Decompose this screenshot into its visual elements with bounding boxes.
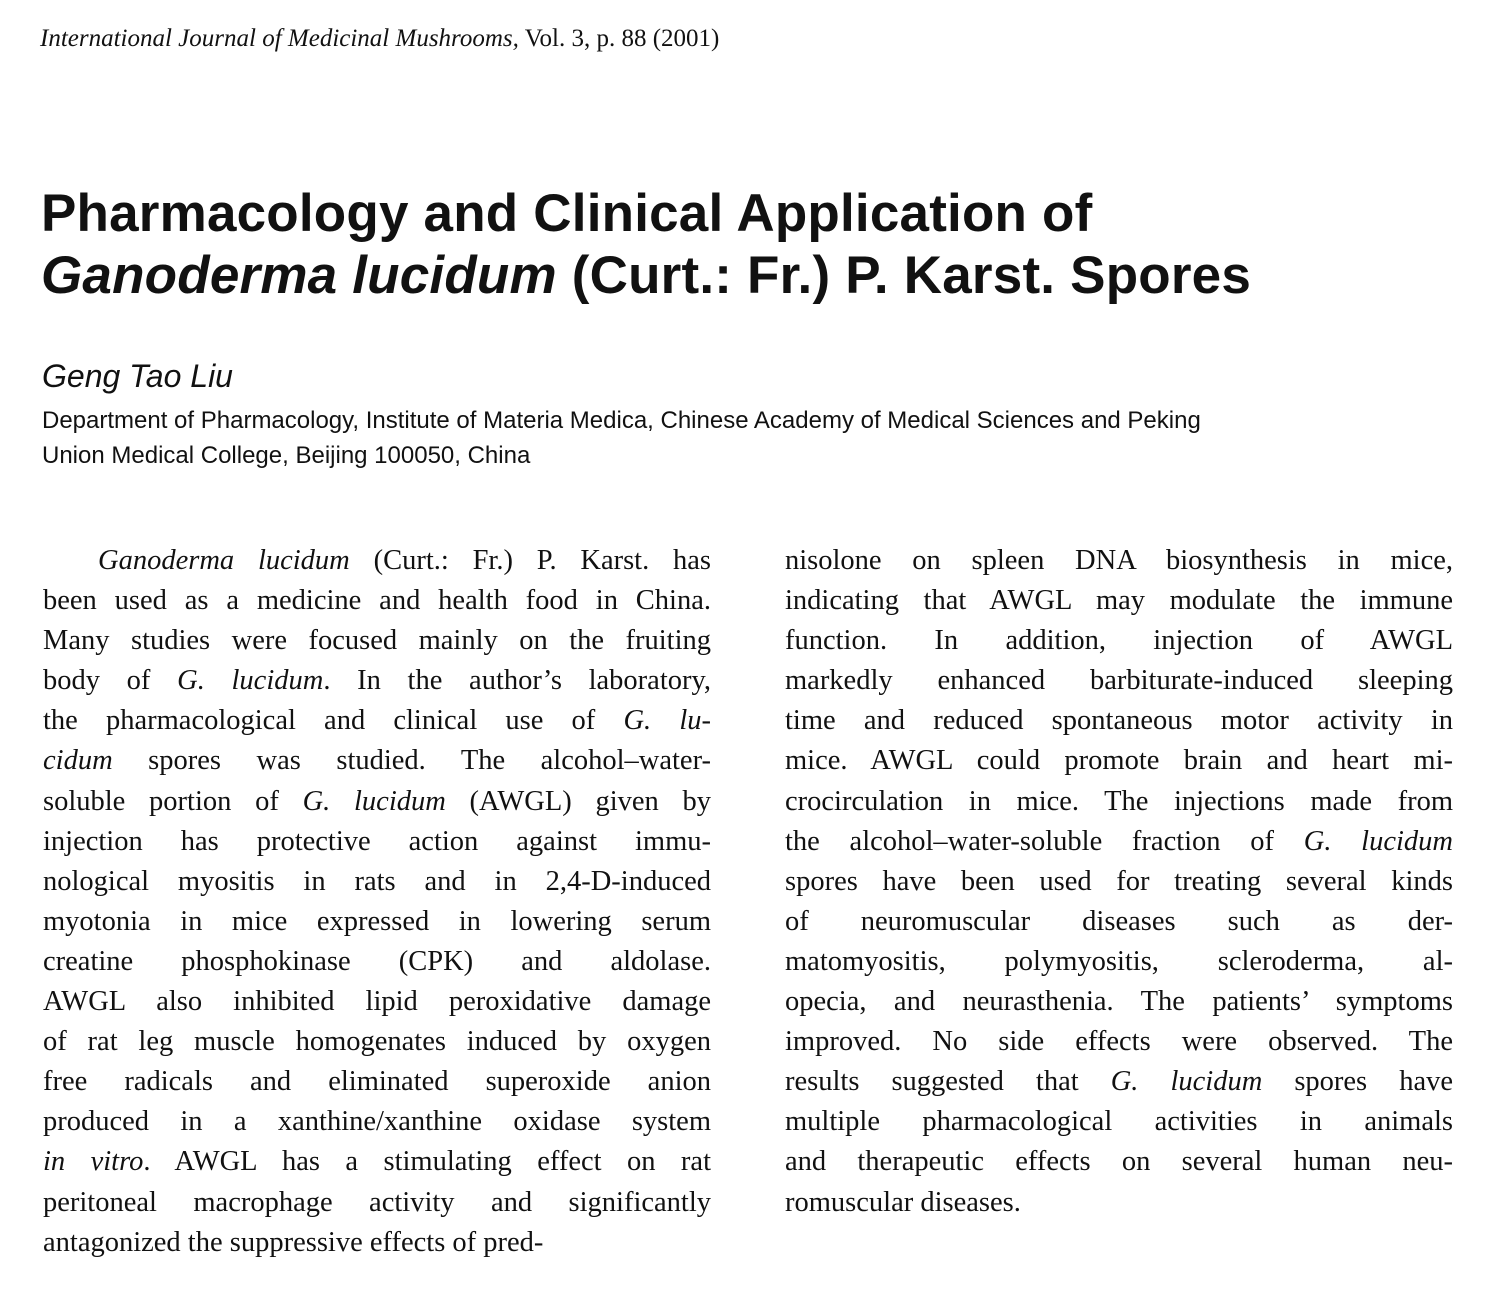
body-text: spores was studied. The alcohol–water-	[112, 745, 711, 777]
author-name: Geng Tao Liu	[42, 358, 233, 394]
running-head	[40, 22, 719, 56]
body-line	[785, 862, 1453, 902]
body-line	[43, 1223, 711, 1263]
body-text: improved. No side effects were observed. The	[785, 1026, 1453, 1058]
body-text: myotonia in mice expressed in lowering serum	[43, 905, 711, 937]
body-text: of neuromuscular diseases such as der-	[785, 905, 1453, 937]
body-line	[785, 982, 1453, 1022]
body-text: peritoneal macrophage activity and significantly	[43, 1186, 711, 1218]
body-line	[43, 902, 711, 942]
italic-term: in vitro	[43, 1146, 144, 1178]
italic-term: G. lucidum	[177, 665, 324, 697]
body-line	[43, 782, 711, 822]
body-text: the pharmacological and clinical use of	[43, 705, 624, 737]
body-text: indicating that AWGL may modulate the immune	[785, 585, 1453, 617]
title-line-2	[41, 245, 1461, 307]
body-text: spores have been used for treating several kinds	[785, 865, 1453, 897]
body-text: soluble portion of	[43, 785, 303, 817]
italic-term: cidum	[43, 745, 113, 777]
body-line	[43, 942, 711, 982]
article-title	[41, 183, 1461, 307]
italic-term: G. lucidum	[302, 785, 446, 817]
body-text: been used as a medicine and health food in China.	[43, 585, 711, 617]
italic-term: Ganoderma lucidum	[98, 545, 350, 576]
body-text: (Curt.: Fr.) P. Karst. has	[349, 545, 712, 576]
author-affiliation	[42, 403, 1201, 473]
italic-term: G. lu-	[623, 705, 711, 737]
journal-name: International Journal of Medicinal Mushrooms,	[40, 25, 519, 52]
body-text: mice. AWGL could promote brain and heart mi-	[785, 745, 1453, 777]
body-line	[43, 701, 711, 741]
body-text: body of	[43, 665, 178, 697]
body-text: markedly enhanced barbiturate-induced sleeping	[785, 665, 1453, 697]
title-line-1: Pharmacology and Clinical Application of	[41, 184, 1093, 243]
body-line	[785, 822, 1453, 862]
body-line	[785, 942, 1453, 982]
body-line	[43, 862, 711, 902]
body-text: matomyositis, polymyositis, scleroderma, al-	[785, 945, 1453, 977]
body-text: crocirculation in mice. The injections made from	[785, 785, 1453, 817]
body-line	[43, 661, 711, 701]
body-text: time and reduced spontaneous motor activity in	[785, 705, 1453, 737]
body-line	[785, 621, 1453, 661]
body-text: free radicals and eliminated superoxide anion	[43, 1066, 711, 1098]
body-text: the alcohol–water-soluble fraction of	[785, 825, 1304, 857]
body-line	[43, 1062, 711, 1102]
body-text: opecia, and neurasthenia. The patients’ symptoms	[785, 986, 1453, 1018]
body-text: produced in a xanthine/xanthine oxidase system	[43, 1106, 711, 1138]
body-text: (AWGL) given by	[445, 785, 711, 817]
body-text: romuscular diseases.	[785, 1186, 1021, 1218]
body-text: . AWGL has a stimulating effect on rat	[143, 1146, 711, 1178]
body-line	[43, 1102, 711, 1142]
body-text: antagonized the suppressive effects of pred-	[43, 1226, 544, 1258]
body-line	[785, 1022, 1453, 1062]
body-line	[785, 741, 1453, 781]
affiliation-line-1: Department of Pharmacology, Institute of Materia Medica, Chinese Academy of Medical Sciences and Peking	[42, 407, 1201, 434]
affiliation-line-2: Union Medical College, Beijing 100050, China	[42, 442, 531, 469]
body-text: function. In addition, injection of AWGL	[785, 625, 1453, 657]
body-line	[43, 982, 711, 1022]
body-text: multiple pharmacological activities in animals	[785, 1106, 1453, 1138]
body-text: Many studies were focused mainly on the fruiting	[43, 625, 711, 657]
body-text: nisolone on spleen DNA biosynthesis in mice,	[785, 545, 1453, 576]
body-line	[785, 1102, 1453, 1142]
body-line	[43, 1142, 711, 1182]
body-line	[785, 541, 1453, 581]
body-column-right	[785, 541, 1453, 1223]
title-authority: (Curt.: Fr.) P. Karst. Spores	[556, 246, 1252, 305]
body-line	[43, 621, 711, 661]
journal-citation: Vol. 3, p. 88 (2001)	[518, 25, 720, 52]
body-line	[43, 541, 711, 581]
body-line	[43, 1022, 711, 1062]
title-species-name: Ganoderma lucidum	[41, 246, 557, 305]
body-line	[43, 1183, 711, 1223]
body-line	[785, 902, 1453, 942]
body-column-left	[43, 541, 711, 1263]
italic-term: G. lucidum	[1110, 1066, 1263, 1098]
body-line	[43, 741, 711, 781]
body-line	[785, 1062, 1453, 1102]
body-text: spores have	[1262, 1066, 1454, 1098]
body-text: AWGL also inhibited lipid peroxidative damage	[43, 986, 711, 1018]
body-text: . In the author’s laboratory,	[323, 665, 712, 697]
body-line	[43, 581, 711, 621]
body-text: injection has protective action against immu-	[43, 825, 711, 857]
body-line	[785, 1142, 1453, 1182]
body-line	[785, 701, 1453, 741]
body-line	[43, 822, 711, 862]
body-text: creatine phosphokinase (CPK) and aldolase.	[43, 945, 711, 977]
body-line	[785, 581, 1453, 621]
body-text: nological myositis in rats and in 2,4-D-induced	[43, 865, 711, 897]
body-text: and therapeutic effects on several human neu-	[785, 1146, 1453, 1178]
body-line	[785, 782, 1453, 822]
body-line	[785, 1183, 1453, 1223]
body-line	[785, 661, 1453, 701]
body-text: results suggested that	[785, 1066, 1111, 1098]
body-text: of rat leg muscle homogenates induced by oxygen	[43, 1026, 711, 1058]
italic-term: G. lucidum	[1303, 825, 1453, 857]
